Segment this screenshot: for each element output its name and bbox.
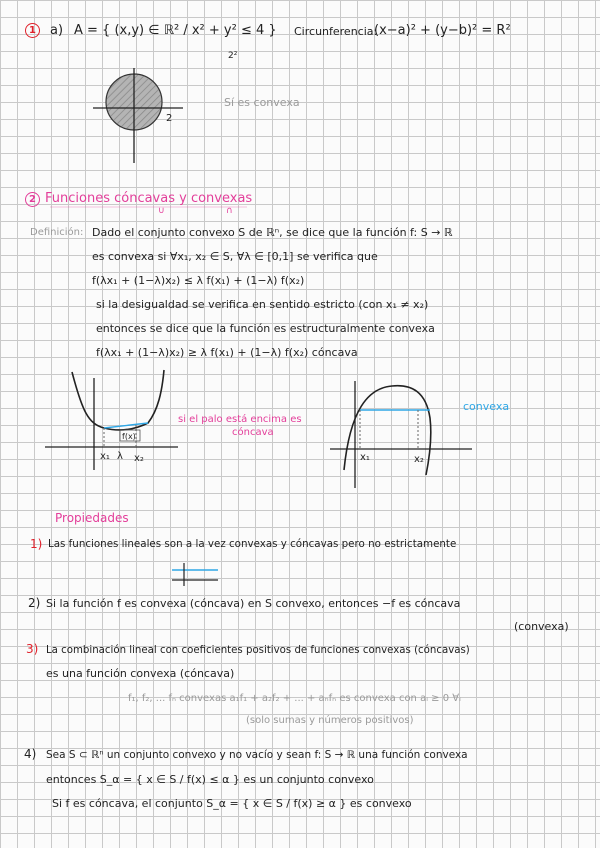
concave-mark: ∪ [158,206,165,216]
left-graph-note-1: si el palo está encima es [178,414,302,425]
definition-line-2: es convexa si ∀x₁, x₂ ∈ S, ∀λ ∈ [0,1] se verifica que [92,250,378,263]
left-graph-x2: x₂ [134,453,144,464]
linear-sketch [172,563,218,586]
definition-line-6: f(λx₁ + (1−λ)x₂) ≥ λ f(x₁) + (1−λ) f(x₂) cóncava [96,346,358,359]
properties-title: Propiedades [55,511,129,525]
definition-line-4: si la desigualdad se verifica en sentido estricto (con x₁ ≠ x₂) [96,298,429,311]
definition-line-3: f(λx₁ + (1−λ)x₂) ≤ λ f(x₁) + (1−λ) f(x₂) [92,274,305,287]
left-graph-x1: x₁ [100,451,110,462]
right-graph-x1: x₁ [360,452,370,463]
section1-part-label: a) [50,23,64,38]
definition-line-1: Dado el conjunto convexo S de ℝⁿ, se dice que la función f: S → ℝ [92,226,453,239]
circle-label: Circunferencia: [294,25,378,38]
definition-label: Definición: [30,227,84,238]
section1-set-definition: A = { (x,y) ∈ ℝ² / x² + y² ≤ 4 } [74,23,277,38]
property-3-line-1: La combinación lineal con coeficientes positivos de funciones convexas (cóncavas) [46,645,470,656]
radius-tick: 2 [166,113,173,124]
property-3-number: 3) [26,642,39,656]
property-4-number: 4) [24,747,37,761]
u-curve [72,370,164,430]
section1-number-circle: 1 [25,23,40,38]
left-graph-lambda: λ [117,451,123,462]
left-graph-note-2: cóncava [232,427,274,438]
definition-line-5: entonces se dice que la función es estructuralmente convexa [96,322,435,335]
property-3-note-1: f₁, f₂, ... fₙ convexas a₁f₁ + a₂f₂ + ... + aₙfₙ es convexa con aᵢ ≥ 0 ∀ᵢ [128,693,461,704]
left-graph [45,370,178,470]
circle-equation: (x−a)² + (y−b)² = R² [374,23,511,38]
section1-radius-note: 2² [228,51,238,61]
section2-title: Funciones cóncavas y convexas [45,191,253,206]
property-4-line-2: entonces S_α = { x ∈ S / f(x) ≤ α } es un conjunto convexo [46,773,374,786]
property-2-number: 2) [28,596,41,610]
right-graph [330,381,472,488]
property-4-line-1: Sea S ⊂ ℝⁿ un conjunto convexo y no vacío y sean f: S → ℝ una función convexa [46,749,468,761]
convex-mark: ∩ [226,206,233,216]
property-2-line-1: Si la función f es convexa (cóncava) en S convexo, entonces −f es cóncava [46,597,461,610]
property-3-note-2: (solo sumas y números positivos) [246,715,414,726]
property-1-line-1: Las funciones lineales son a la vez convexas y cóncavas pero no estrictamente [48,538,457,550]
convex-verdict: Sí es convexa [224,96,300,109]
property-2-line-2: (convexa) [514,620,569,633]
property-3-line-2: es una función convexa (cóncava) [46,667,235,680]
left-graph-box-label: f(x) [122,432,136,441]
property-1-number: 1) [30,537,43,551]
right-graph-x2: x₂ [414,454,424,465]
section2-number-circle: 2 [25,192,40,207]
right-graph-label: convexa [463,400,510,413]
property-4-line-3: Si f es cóncava, el conjunto S_α = { x ∈ S / f(x) ≥ α } es convexo [52,797,412,810]
